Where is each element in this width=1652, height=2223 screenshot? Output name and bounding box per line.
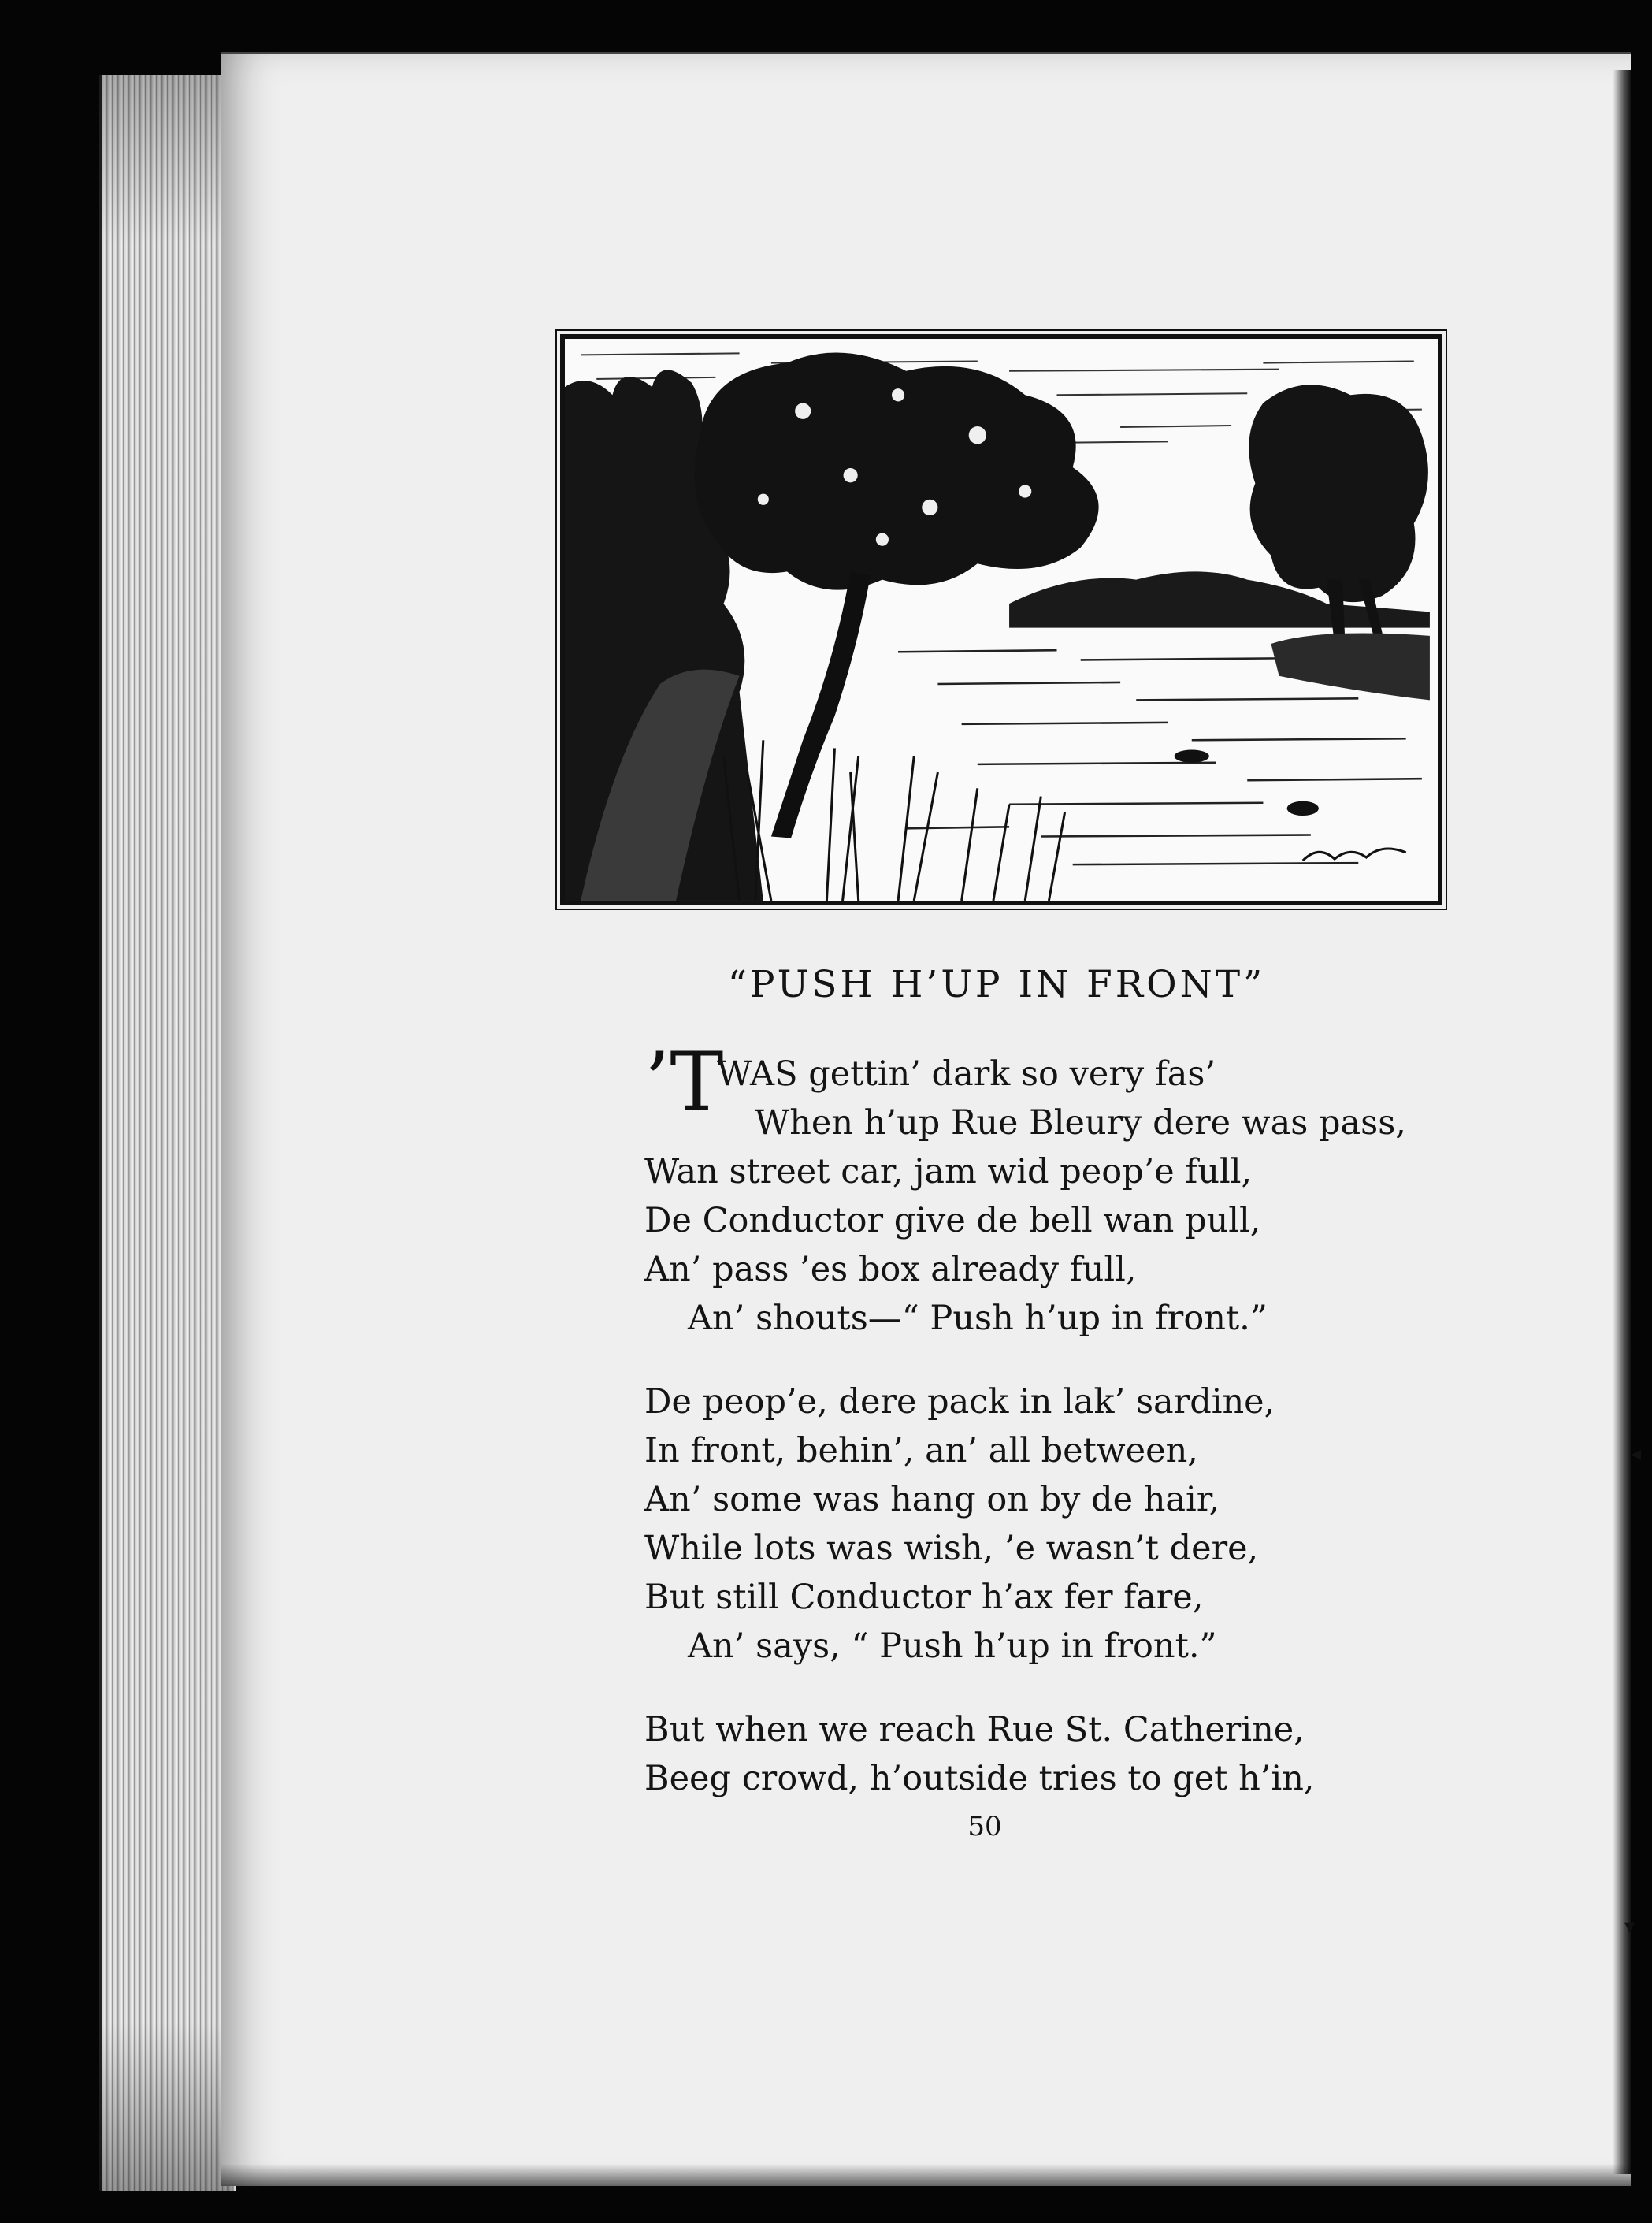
poem-line: De Conductor give de bell wan pull, <box>644 1201 1261 1240</box>
poem-title: “PUSH H’UP IN FRONT” <box>727 963 1266 1006</box>
poem-line: But still Conductor h’ax fer fare, <box>644 1578 1204 1617</box>
engraving-image <box>565 339 1438 901</box>
right-bank <box>1271 633 1429 700</box>
poem-line: Wan street car, jam wid peop’e full, <box>644 1152 1253 1191</box>
poem-line: An’ says, “ Push h’up in front.” <box>688 1626 1217 1666</box>
poem-line: An’ shouts—“ Push h’up in front.” <box>688 1299 1268 1338</box>
drop-cap: ’T <box>644 1035 724 1129</box>
poem-line: But when we reach Rue St. Catherine, <box>644 1710 1305 1749</box>
poem-line: De peop’e, dere pack in lak’ sardine, <box>644 1382 1275 1422</box>
margin-arrow-icon: ◂ <box>1631 1442 1642 1466</box>
duck-shape <box>1287 801 1319 816</box>
tree-trunk <box>771 571 871 838</box>
page-stack-shadow <box>99 75 233 2191</box>
first-line-text: WAS gettin’ dark so very fas’ <box>717 1054 1216 1094</box>
stanza-gap <box>644 1671 1432 1705</box>
central-tree-canopy <box>695 352 1099 589</box>
poem-line: In front, behin’, an’ all between, <box>644 1431 1198 1470</box>
poem-body <box>644 1035 1432 1803</box>
landscape-illustration <box>560 334 1442 905</box>
duck-shape <box>1175 750 1209 763</box>
stanza-gap <box>644 1343 1432 1377</box>
poem-line: While lots was wish, ’e wasn’t dere, <box>644 1529 1259 1568</box>
right-tree-canopy <box>1249 385 1428 602</box>
page-bottom-shadow <box>221 2164 1631 2186</box>
poem-line: An’ some was hang on by de hair, <box>644 1480 1220 1519</box>
poem-line: When h’up Rue Bleury dere was pass, <box>755 1103 1406 1143</box>
poem-line: An’ pass ’es box already full, <box>644 1250 1137 1289</box>
artist-signature-mark <box>1303 849 1406 861</box>
margin-arrow-icon: ▾ <box>1624 1915 1635 1939</box>
poem-line: Beeg crowd, h’outside tries to get h’in, <box>644 1759 1315 1798</box>
page-right-edge <box>1613 70 1631 2174</box>
page-number: 50 <box>967 1811 1002 1842</box>
